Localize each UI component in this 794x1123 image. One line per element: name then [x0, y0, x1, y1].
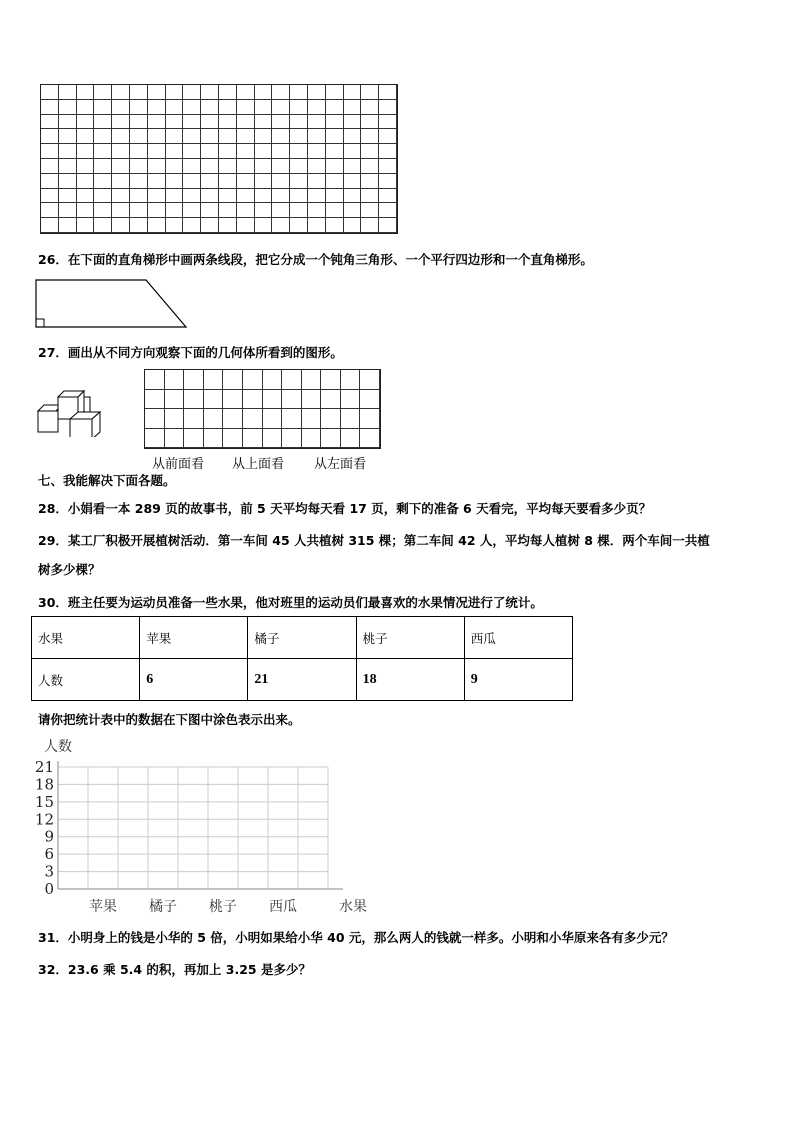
grid-cell [148, 189, 166, 204]
grid-cell [361, 85, 379, 100]
grid-cell [184, 390, 204, 410]
grid-cell [263, 370, 283, 390]
grid-cell [326, 115, 344, 130]
grid-cell [223, 429, 243, 449]
grid-cell [326, 174, 344, 189]
table-cell: 西瓜 [464, 617, 572, 659]
fruit-stats-table [31, 616, 573, 701]
grid-cell [130, 115, 148, 130]
grid-cell [272, 159, 290, 174]
grid-cell [344, 218, 362, 233]
grid-cell [41, 218, 59, 233]
grid-cell [308, 159, 326, 174]
grid-cell [130, 85, 148, 100]
grid-cell [255, 189, 273, 204]
cube-solid-figure [34, 385, 110, 437]
grid-cell [290, 159, 308, 174]
grid-cell [41, 144, 59, 159]
question-29-cont: 树多少棵？ [38, 562, 101, 577]
grid-cell [148, 144, 166, 159]
grid-cell [183, 189, 201, 204]
grid-cell [243, 429, 263, 449]
grid-cell [360, 429, 380, 449]
grid-cell [243, 409, 263, 429]
grid-cell [255, 159, 273, 174]
grid-cell [183, 144, 201, 159]
grid-cell [219, 189, 237, 204]
grid-cell [59, 129, 77, 144]
grid-cell [166, 189, 184, 204]
grid-cell [290, 174, 308, 189]
drawing-grid-large[interactable] [40, 84, 398, 234]
grid-cell [361, 129, 379, 144]
grid-cell [308, 100, 326, 115]
question-30: 30．班主任要为运动员准备一些水果，他对班里的运动员们最喜欢的水果情况进行了统计。 [38, 595, 543, 610]
grid-cell [290, 115, 308, 130]
grid-cell [184, 409, 204, 429]
grid-cell [94, 85, 112, 100]
grid-cell [59, 100, 77, 115]
grid-cell [272, 218, 290, 233]
grid-cell [290, 85, 308, 100]
right-trapezoid-figure [34, 276, 194, 332]
grid-cell [361, 189, 379, 204]
grid-cell [201, 203, 219, 218]
grid-cell [361, 100, 379, 115]
grid-cell [166, 203, 184, 218]
x-category-label: 橘子 [149, 899, 177, 915]
grid-cell [201, 115, 219, 130]
grid-cell [302, 409, 322, 429]
grid-cell [166, 115, 184, 130]
grid-cell [41, 203, 59, 218]
grid-cell [130, 203, 148, 218]
grid-cell [183, 159, 201, 174]
view-label-left: 从左面看 [314, 457, 367, 472]
grid-cell [326, 203, 344, 218]
grid-cell [59, 159, 77, 174]
grid-cell [379, 115, 397, 130]
grid-cell [344, 129, 362, 144]
grid-cell [272, 129, 290, 144]
grid-cell [112, 129, 130, 144]
grid-cell [308, 174, 326, 189]
y-tick-label: 9 [44, 827, 54, 846]
grid-cell [326, 218, 344, 233]
grid-cell [41, 129, 59, 144]
grid-cell [112, 218, 130, 233]
grid-cell [308, 85, 326, 100]
grid-cell [77, 159, 95, 174]
grid-cell [282, 370, 302, 390]
grid-cell [308, 189, 326, 204]
grid-cell [145, 370, 165, 390]
grid-cell [41, 115, 59, 130]
grid-cell [282, 429, 302, 449]
grid-cell [130, 129, 148, 144]
table-cell: 橘子 [248, 617, 356, 659]
grid-cell [165, 409, 185, 429]
grid-cell [321, 390, 341, 410]
blank-bar-chart[interactable] [30, 735, 390, 920]
grid-cell [290, 129, 308, 144]
grid-cell [130, 189, 148, 204]
y-tick-label: 12 [34, 810, 54, 829]
grid-cell [59, 115, 77, 130]
section-7-heading: 七、我能解决下面各题。 [38, 473, 176, 488]
grid-cell [165, 390, 185, 410]
grid-cell [41, 85, 59, 100]
grid-cell [166, 129, 184, 144]
grid-cell [148, 174, 166, 189]
grid-cell [145, 409, 165, 429]
grid-cell [308, 144, 326, 159]
grid-cell [223, 370, 243, 390]
table-cell: 桃子 [356, 617, 464, 659]
grid-cell [379, 218, 397, 233]
grid-cell [183, 203, 201, 218]
grid-cell [237, 218, 255, 233]
grid-cell [148, 115, 166, 130]
grid-cell [130, 218, 148, 233]
grid-cell [112, 159, 130, 174]
grid-cell [112, 85, 130, 100]
grid-cell [237, 189, 255, 204]
x-category-label: 西瓜 [269, 899, 297, 915]
grid-cell [321, 409, 341, 429]
question-32: 32．23.6 乘 5.4 的积，再加上 3.25 是多少？ [38, 962, 311, 977]
grid-cell [379, 203, 397, 218]
grid-cell [130, 174, 148, 189]
grid-cell [77, 129, 95, 144]
grid-cell [326, 100, 344, 115]
grid-cell [302, 429, 322, 449]
question-28: 28．小娟看一本 289 页的故事书，前 5 天平均每天看 17 页，剩下的准备 6 天看完，平均每天要看多少页？ [38, 501, 652, 516]
grid-cell [112, 115, 130, 130]
grid-cell [272, 189, 290, 204]
grid-cell [165, 429, 185, 449]
x-category-label: 桃子 [209, 899, 237, 915]
grid-cell [204, 409, 224, 429]
grid-cell [183, 85, 201, 100]
grid-cell [290, 218, 308, 233]
grid-cell [77, 100, 95, 115]
grid-cell [344, 159, 362, 174]
grid-cell [201, 189, 219, 204]
grid-cell [201, 174, 219, 189]
grid-cell [326, 159, 344, 174]
grid-cell [255, 100, 273, 115]
grid-cell [344, 174, 362, 189]
grid-cell [308, 129, 326, 144]
grid-cell [360, 390, 380, 410]
grid-cell [326, 144, 344, 159]
grid-cell [243, 390, 263, 410]
grid-cell [272, 85, 290, 100]
grid-cell [148, 203, 166, 218]
y-tick-label: 6 [44, 845, 54, 864]
grid-cell [94, 218, 112, 233]
table-cell: 水果 [32, 617, 140, 659]
grid-cell [219, 159, 237, 174]
grid-cell [184, 370, 204, 390]
grid-cell [302, 370, 322, 390]
table-cell: 6 [140, 659, 248, 701]
grid-cell [130, 159, 148, 174]
grid-cell [237, 144, 255, 159]
question-30-instruction: 请你把统计表中的数据在下图中涂色表示出来。 [38, 712, 301, 727]
grid-cell [183, 115, 201, 130]
grid-cell [272, 115, 290, 130]
grid-cell [263, 390, 283, 410]
grid-cell [361, 174, 379, 189]
grid-cell [219, 115, 237, 130]
grid-cell [341, 390, 361, 410]
grid-cell [94, 189, 112, 204]
grid-cell [59, 218, 77, 233]
grid-cell [290, 144, 308, 159]
grid-cell [255, 115, 273, 130]
grid-cell [219, 144, 237, 159]
grid-cell [130, 144, 148, 159]
grid-cell [94, 115, 112, 130]
grid-cell [94, 100, 112, 115]
grid-cell [361, 144, 379, 159]
grid-cell [326, 189, 344, 204]
grid-cell [59, 85, 77, 100]
grid-cell [59, 189, 77, 204]
grid-cell [219, 203, 237, 218]
grid-cell [219, 218, 237, 233]
grid-cell [204, 390, 224, 410]
grid-cell [321, 370, 341, 390]
table-cell: 苹果 [140, 617, 248, 659]
grid-cell [41, 189, 59, 204]
grid-cell [94, 144, 112, 159]
grid-cell [379, 85, 397, 100]
grid-cell [59, 174, 77, 189]
grid-cell [145, 390, 165, 410]
grid-cell [112, 100, 130, 115]
grid-cell [41, 100, 59, 115]
grid-cell [290, 100, 308, 115]
grid-cell [148, 85, 166, 100]
grid-cell [166, 174, 184, 189]
grid-cell [41, 174, 59, 189]
grid-cell [77, 189, 95, 204]
grid-cell [379, 159, 397, 174]
grid-cell [344, 189, 362, 204]
grid-cell [148, 100, 166, 115]
y-axis-title: 人数 [44, 739, 72, 755]
grid-cell [41, 159, 59, 174]
grid-cell [326, 85, 344, 100]
grid-cell [379, 144, 397, 159]
grid-cell [321, 429, 341, 449]
view-label-front: 从前面看 [152, 457, 205, 472]
grid-cell [77, 144, 95, 159]
grid-cell [308, 203, 326, 218]
grid-cell [201, 129, 219, 144]
grid-cell [272, 174, 290, 189]
grid-cell [237, 100, 255, 115]
grid-cell [94, 159, 112, 174]
table-cell: 9 [464, 659, 572, 701]
grid-cell [77, 85, 95, 100]
grid-cell [201, 144, 219, 159]
grid-cell [183, 218, 201, 233]
grid-cell [219, 85, 237, 100]
question-31: 31．小明身上的钱是小华的 5 倍，小明如果给小华 40 元，那么两人的钱就一样多。小明和小华原来各有多少元？ [38, 930, 674, 945]
grid-cell [255, 174, 273, 189]
y-tick-label: 21 [34, 758, 54, 776]
grid-cell [326, 129, 344, 144]
grid-cell [282, 390, 302, 410]
grid-cell [166, 100, 184, 115]
grid-cell [237, 203, 255, 218]
grid-cell [94, 129, 112, 144]
grid-cell [166, 85, 184, 100]
grid-cell [237, 115, 255, 130]
question-27: 27．画出从不同方向观察下面的几何体所看到的图形。 [38, 345, 343, 360]
grid-cell [255, 218, 273, 233]
view-label-top: 从上面看 [232, 457, 285, 472]
grid-cell [148, 218, 166, 233]
grid-cell [112, 144, 130, 159]
grid-cell [184, 429, 204, 449]
grid-cell [145, 429, 165, 449]
grid-cell [341, 409, 361, 429]
grid-cell [94, 174, 112, 189]
grid-cell [272, 100, 290, 115]
grid-cell [361, 218, 379, 233]
grid-cell [148, 159, 166, 174]
grid-cell [201, 100, 219, 115]
grid-cell [255, 129, 273, 144]
grid-cell [341, 429, 361, 449]
grid-cell [255, 203, 273, 218]
grid-cell [308, 115, 326, 130]
grid-cell [77, 218, 95, 233]
x-axis-title: 水果 [339, 899, 367, 915]
grid-cell [302, 390, 322, 410]
grid-cell [344, 100, 362, 115]
y-tick-label: 18 [34, 775, 54, 794]
grid-cell [77, 203, 95, 218]
grid-cell [361, 115, 379, 130]
grid-cell [94, 203, 112, 218]
grid-cell [290, 189, 308, 204]
grid-cell [379, 174, 397, 189]
grid-cell [166, 218, 184, 233]
grid-cell [361, 159, 379, 174]
grid-cell [204, 429, 224, 449]
grid-cell [360, 370, 380, 390]
grid-cell [272, 203, 290, 218]
grid-cell [183, 129, 201, 144]
grid-cell [112, 203, 130, 218]
grid-cell [308, 218, 326, 233]
question-26: 26．在下面的直角梯形中画两条线段，把它分成一个钝角三角形、一个平行四边形和一个直角梯形。 [38, 252, 593, 267]
grid-cell [361, 203, 379, 218]
y-tick-label: 15 [34, 792, 54, 811]
grid-cell [219, 100, 237, 115]
table-row [32, 659, 573, 701]
x-category-label: 苹果 [89, 899, 117, 915]
y-tick-label: 3 [44, 862, 54, 881]
grid-cell [112, 174, 130, 189]
grid-cell [290, 203, 308, 218]
grid-cell [255, 144, 273, 159]
question-29: 29．某工厂积极开展植树活动．第一车间 45 人共植树 315 棵；第二车间 42 人，平均每人植树 8 棵．两个车间一共植 [38, 533, 710, 548]
grid-cell [183, 174, 201, 189]
grid-cell [219, 129, 237, 144]
grid-cell [201, 159, 219, 174]
grid-cell [379, 189, 397, 204]
grid-cell [166, 144, 184, 159]
grid-cell [255, 85, 273, 100]
grid-cell [272, 144, 290, 159]
grid-cell [344, 85, 362, 100]
grid-cell [344, 144, 362, 159]
table-cell: 21 [248, 659, 356, 701]
grid-cell [166, 159, 184, 174]
grid-cell [263, 429, 283, 449]
grid-cell [59, 144, 77, 159]
grid-cell [201, 218, 219, 233]
grid-cell [112, 189, 130, 204]
grid-cell [223, 409, 243, 429]
grid-cell [379, 100, 397, 115]
grid-cell [237, 159, 255, 174]
grid-cell [243, 370, 263, 390]
table-cell: 人数 [32, 659, 140, 701]
grid-cell [59, 203, 77, 218]
grid-cell [77, 174, 95, 189]
grid-cell [237, 174, 255, 189]
y-tick-label: 0 [44, 880, 54, 898]
grid-cell [77, 115, 95, 130]
grid-cell [165, 370, 185, 390]
grid-cell [130, 100, 148, 115]
table-header-row [32, 617, 573, 659]
grid-cell [219, 174, 237, 189]
grid-cell [282, 409, 302, 429]
grid-cell [148, 129, 166, 144]
grid-cell [344, 203, 362, 218]
grid-cell [344, 115, 362, 130]
grid-cell [237, 129, 255, 144]
grid-cell [204, 370, 224, 390]
grid-cell [341, 370, 361, 390]
grid-cell [237, 85, 255, 100]
grid-cell [183, 100, 201, 115]
grid-cell [201, 85, 219, 100]
table-cell: 18 [356, 659, 464, 701]
grid-cell [263, 409, 283, 429]
drawing-grid-views[interactable] [144, 369, 381, 449]
grid-cell [223, 390, 243, 410]
grid-cell [360, 409, 380, 429]
grid-cell [379, 129, 397, 144]
